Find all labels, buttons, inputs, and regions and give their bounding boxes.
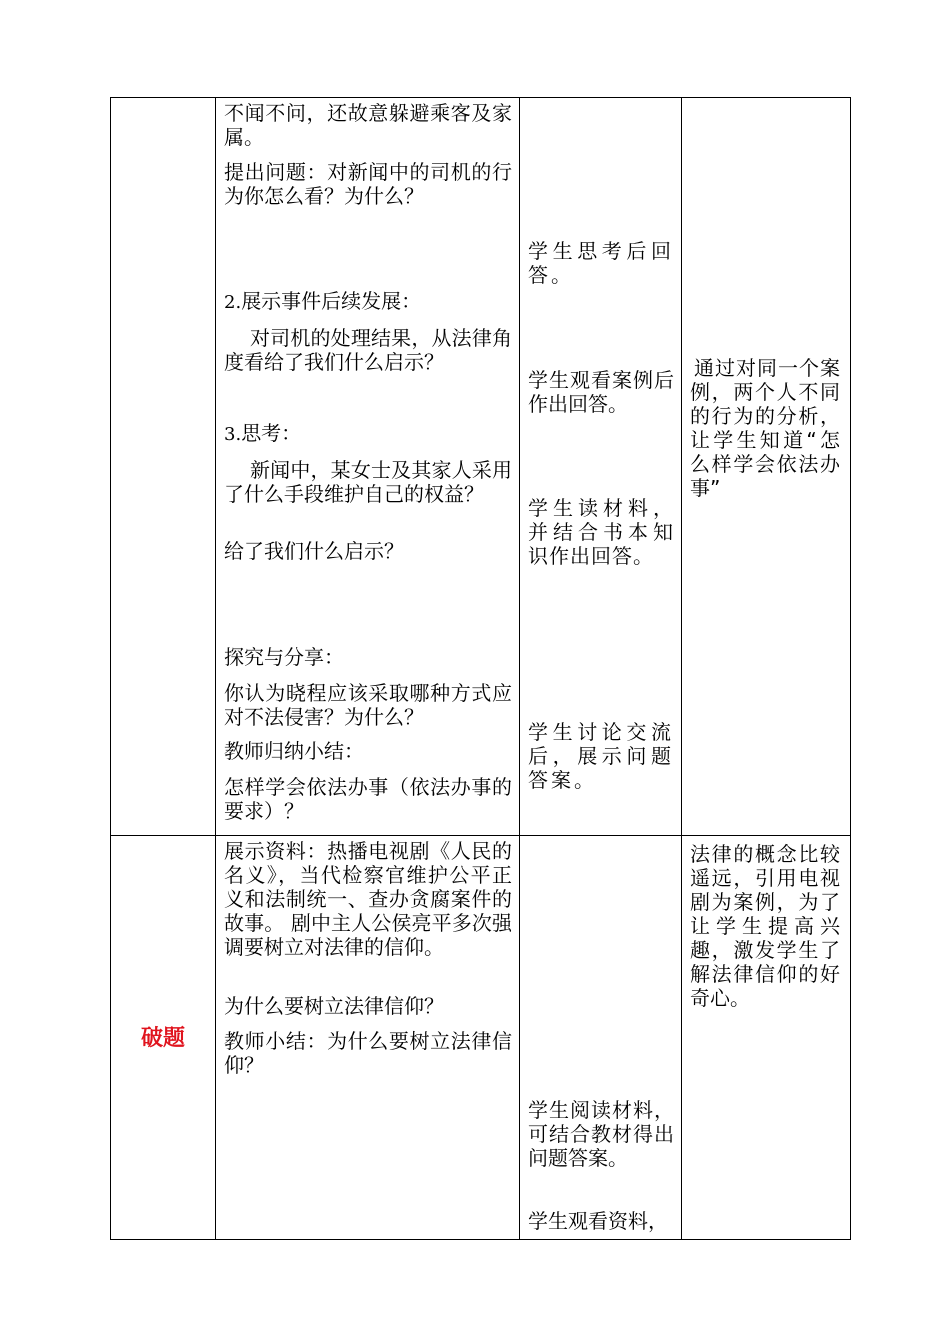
paragraph: 学生阅读材料，可结合教材得出问题答案。 — [528, 1098, 674, 1170]
paragraph: 学生讨论交流后，展示问题答案。 — [528, 720, 674, 792]
paragraph: 学生观看资料， — [528, 1209, 668, 1233]
paragraph: 给了我们什么启示？ — [224, 539, 404, 563]
paragraph: 提出问题：对新闻中的司机的行为你怎么看？为什么？ — [224, 160, 512, 208]
step-number: 2. — [224, 292, 242, 313]
paragraph: 新闻中，某女士及其家人采用了什么手段维护自己的权益？ — [224, 458, 512, 506]
paragraph: 不闻不问，还故意躲避乘客及家属。 — [224, 101, 512, 149]
step-heading: 展示事件后续发展： — [241, 289, 422, 313]
row1-teacher-activity-cell — [216, 98, 520, 836]
paragraph: 学生读材料，并结合书本知识作出回答。 — [528, 496, 674, 568]
row2-student-activity-cell — [520, 836, 682, 1240]
row2-teacher-activity-cell — [216, 836, 520, 1240]
paragraph: 对司机的处理结果，从法律角度看给了我们什么启示？ — [224, 326, 512, 374]
paragraph: 怎样学会依法办事（依法办事的要求）？ — [224, 775, 512, 823]
row2-design-intent-cell — [682, 836, 851, 1240]
paragraph: 你认为晓程应该采取哪种方式应对不法侵害？为什么？ — [224, 681, 512, 729]
step-number: 3. — [224, 424, 242, 445]
section-label: 破题 — [140, 1026, 185, 1051]
paragraph: 通过对同一个案例，两个人不同的行为的分析，让学生知道“怎么样学会依法办事” — [690, 356, 840, 500]
step-heading: 思考： — [241, 421, 302, 445]
row1-section-cell — [111, 98, 216, 836]
row1-student-activity-cell — [520, 98, 682, 836]
paragraph: 法律的概念比较遥远，引用电视剧为案例，为了让学生提高兴趣，激发学生了解法律信仰的好奇心。 — [690, 842, 840, 1010]
paragraph: 学生思考后回答。 — [528, 239, 674, 287]
table-row — [111, 98, 851, 836]
paragraph: 学生观看案例后作出回答。 — [528, 368, 674, 416]
paragraph: 教师小结：为什么要树立法律信仰？ — [224, 1029, 512, 1077]
paragraph — [224, 289, 512, 315]
paragraph: 展示资料：热播电视剧《人民的名义》，当代检察官维护公平正义和法制统一、查办贪腐案件的故事。 剧中主人公侯亮平多次强调要树立对法律的信仰。 — [224, 839, 512, 959]
paragraph: 教师归纳小结： — [224, 739, 364, 763]
paragraph: 探究与分享： — [224, 645, 344, 669]
row1-design-intent-cell — [682, 98, 851, 836]
row2-section-cell — [111, 836, 216, 1240]
paragraph — [224, 421, 512, 447]
lesson-plan-table — [110, 97, 851, 1240]
table-row — [111, 836, 851, 1240]
paragraph: 为什么要树立法律信仰？ — [224, 994, 444, 1018]
